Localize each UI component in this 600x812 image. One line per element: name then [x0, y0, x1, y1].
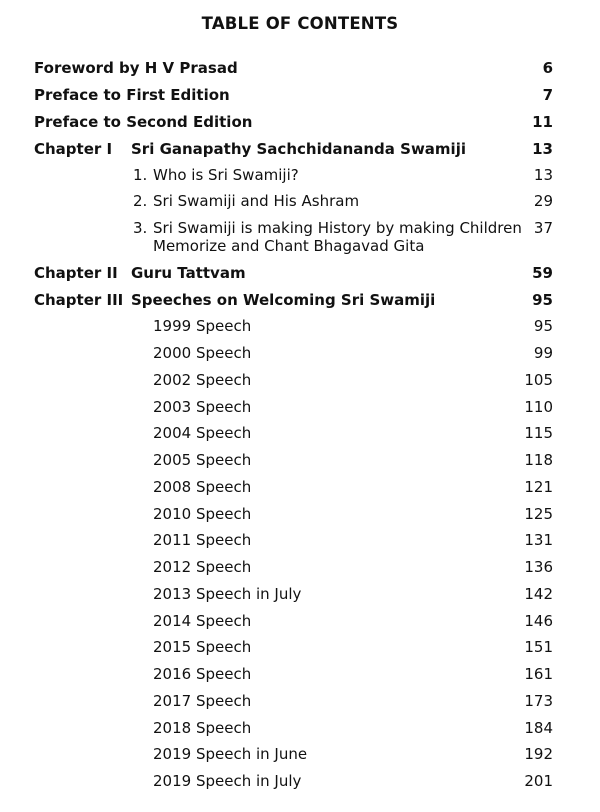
section-title: Who is Sri Swamiji? — [153, 166, 299, 184]
entry-page: 95 — [532, 291, 553, 309]
chapter-label: Chapter II — [34, 264, 118, 282]
toc-entry-speech[interactable] — [0, 663, 600, 685]
entry-title: Preface to First Edition — [34, 86, 230, 104]
entry-page: 125 — [524, 505, 553, 523]
toc-entry-speech[interactable] — [0, 770, 600, 792]
toc-entry-speech[interactable] — [0, 583, 600, 605]
speech-title: 2014 Speech — [153, 612, 252, 630]
toc-entry-section-3[interactable] — [0, 217, 600, 261]
entry-page: 131 — [524, 531, 553, 549]
toc-entry-speech[interactable] — [0, 342, 600, 364]
entry-page: 184 — [524, 719, 553, 737]
chapter-label: Chapter I — [34, 140, 113, 158]
entry-page: 105 — [524, 371, 553, 389]
toc-entry-speech[interactable] — [0, 717, 600, 739]
toc-entry-speech[interactable] — [0, 449, 600, 471]
toc-entry-preface-first[interactable] — [0, 84, 600, 106]
speech-title: 2017 Speech — [153, 692, 252, 710]
speech-title: 2012 Speech — [153, 558, 252, 576]
entry-page: 110 — [524, 398, 553, 416]
entry-page: 146 — [524, 612, 553, 630]
entry-page: 118 — [524, 451, 553, 469]
toc-entry-speech[interactable] — [0, 503, 600, 525]
entry-title: Preface to Second Edition — [34, 113, 253, 131]
speech-title: 2000 Speech — [153, 344, 252, 362]
toc-entry-chapter-3[interactable] — [0, 289, 600, 311]
chapter-title: Guru Tattvam — [131, 264, 246, 282]
entry-page: 173 — [524, 692, 553, 710]
toc-entry-speech[interactable] — [0, 529, 600, 551]
toc-entry-speech[interactable] — [0, 369, 600, 391]
toc-entry-section-2[interactable] — [0, 190, 600, 212]
toc-entry-foreword[interactable] — [0, 57, 600, 79]
entry-page: 151 — [524, 638, 553, 656]
toc-entry-speech[interactable] — [0, 315, 600, 337]
entry-page: 136 — [524, 558, 553, 576]
speech-title: 1999 Speech — [153, 317, 252, 335]
entry-page: 13 — [532, 140, 553, 158]
speech-title: 2011 Speech — [153, 531, 252, 549]
toc-entry-speech[interactable] — [0, 422, 600, 444]
entry-page: 192 — [524, 745, 553, 763]
entry-page: 6 — [542, 59, 553, 77]
toc-entry-speech[interactable] — [0, 610, 600, 632]
speech-title: 2002 Speech — [153, 371, 252, 389]
entry-page: 161 — [524, 665, 553, 683]
entry-page: 99 — [533, 344, 553, 362]
entry-page: 7 — [542, 86, 553, 104]
speech-title: 2019 Speech in July — [153, 772, 302, 790]
entry-page: 29 — [533, 192, 553, 210]
entry-page: 37 — [533, 219, 553, 237]
entry-page: 11 — [532, 113, 553, 131]
toc-entry-speech[interactable] — [0, 556, 600, 578]
chapter-label: Chapter III — [34, 291, 124, 309]
speech-title: 2003 Speech — [153, 398, 252, 416]
toc-entry-speech[interactable] — [0, 636, 600, 658]
entry-page: 115 — [524, 424, 553, 442]
speech-title: 2004 Speech — [153, 424, 252, 442]
section-title: Sri Swamiji is making History by making Children — [153, 219, 522, 237]
toc-entry-speech[interactable] — [0, 396, 600, 418]
entry-page: 59 — [532, 264, 553, 282]
chapter-title: Sri Ganapathy Sachchidananda Swamiji — [131, 140, 466, 158]
entry-page: 121 — [524, 478, 553, 496]
section-number: 2. — [133, 192, 148, 210]
toc-entry-chapter-1[interactable] — [0, 138, 600, 160]
speech-title: 2010 Speech — [153, 505, 252, 523]
toc-entry-speech[interactable] — [0, 476, 600, 498]
speech-title: 2018 Speech — [153, 719, 252, 737]
page-title: TABLE OF CONTENTS — [201, 14, 399, 33]
section-title-continued: Memorize and Chant Bhagavad Gita — [153, 237, 425, 255]
entry-title: Foreword by H V Prasad — [34, 59, 238, 77]
entry-page: 95 — [533, 317, 553, 335]
toc-entry-preface-second[interactable] — [0, 111, 600, 133]
entry-page: 142 — [524, 585, 553, 603]
chapter-title: Speeches on Welcoming Sri Swamiji — [131, 291, 436, 309]
speech-title: 2019 Speech in June — [153, 745, 308, 763]
section-title: Sri Swamiji and His Ashram — [153, 192, 360, 210]
speech-title: 2015 Speech — [153, 638, 252, 656]
toc-entry-section-1[interactable] — [0, 164, 600, 186]
toc-entry-chapter-2[interactable] — [0, 262, 600, 284]
section-number: 3. — [133, 219, 148, 237]
speech-title: 2005 Speech — [153, 451, 252, 469]
entry-page: 201 — [524, 772, 553, 790]
speech-title: 2016 Speech — [153, 665, 252, 683]
section-number: 1. — [133, 166, 148, 184]
entry-page: 13 — [533, 166, 553, 184]
speech-title: 2013 Speech in July — [153, 585, 302, 603]
speech-title: 2008 Speech — [153, 478, 252, 496]
toc-entry-speech[interactable] — [0, 743, 600, 765]
toc-entry-speech[interactable] — [0, 690, 600, 712]
